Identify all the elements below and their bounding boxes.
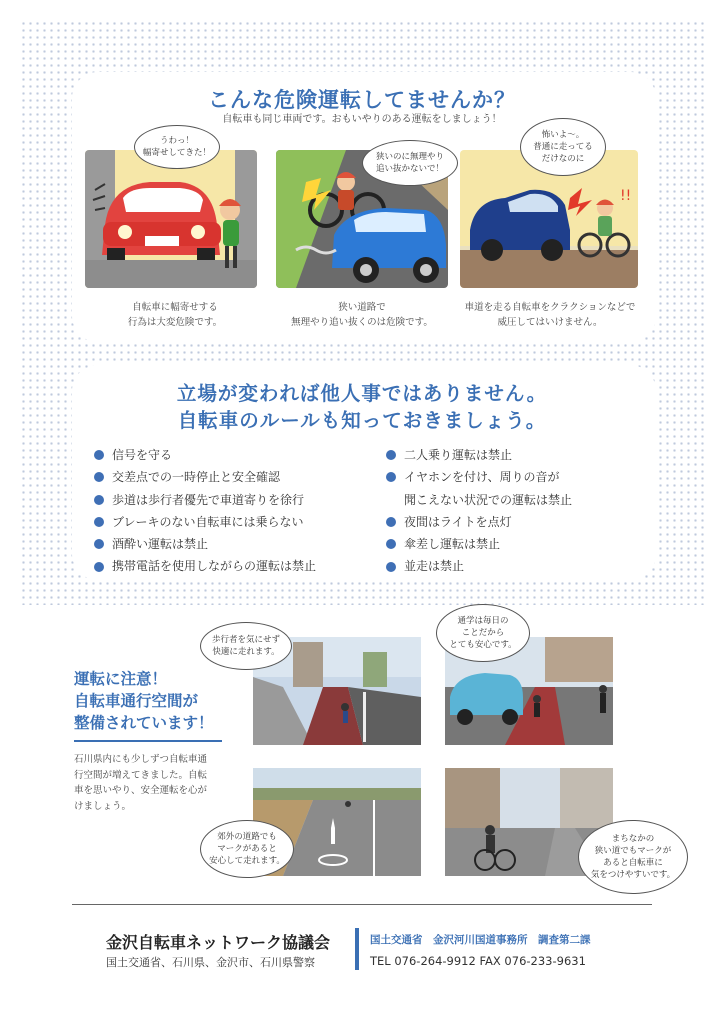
danger-title: こんな危険運転してませんか？ [208,88,516,112]
rules-list-right [386,444,572,578]
rule-item [94,533,316,555]
bike-lane-description: 石川県内にも少しずつ自転車通 行空間が増えてきました。自転 車を思いやり、安全運転を心が けましょう。 [74,754,208,812]
rule-item [386,511,572,533]
photo-bubble-suburban: 郊外の道路でも マークがあると 安心して走れます。 [200,820,294,878]
photo-bubble-downtown: まちなかの 狭い道でもマークが あると自転車に 気をつけやすいです。 [578,820,688,894]
organization-name: 金沢自転車ネットワーク協議会 [106,933,331,952]
rule-text: 歩道は歩行者優先で車道寄りを徐行 [112,492,305,507]
speech-bubble-overtake: 狭いのに無理やり 追い抜かないで！ [362,140,458,186]
contact-office: 国土交通省 金沢河川国道事務所 調査第二課 [370,934,591,946]
rule-text: 傘差し運転は禁止 [404,537,501,552]
bullet-icon [94,472,104,482]
rule-item [94,444,316,466]
rule-item-continuation [386,489,572,511]
rule-text: 信号を守る [112,448,173,462]
rule-item [94,555,316,577]
rule-text: ブレーキのない自転車には乗らない [112,514,304,529]
rule-text: 夜間はライトを点灯 [404,514,512,529]
rule-item [386,444,572,466]
caption-squeeze: 自転車に幅寄せする 行為は大変危険です。 [127,302,223,328]
photo-bubble-school: 通学は毎日の ことだから とても安心です。 [436,604,530,662]
rule-text: 二人乗り運転は禁止 [404,448,513,462]
bullet-icon [94,562,104,572]
rules-title-line1: 立場が変われば他人事ではありません。 [176,382,548,405]
speech-bubble-horn: 怖いよ〜。 普通に走ってる だけなのに [520,118,606,176]
bullet-icon [94,495,104,505]
caption-horn: 車道を走る自転車をクラクションなどで 威圧してはいけません。 [464,302,636,328]
bullet-icon [386,517,396,527]
bullet-icon [94,539,104,549]
rules-title [0,380,724,434]
illustration-squeeze [85,150,257,288]
rules-list-left [94,444,316,578]
contact-phone-fax: TEL 076-264-9912 FAX 076-233-9631 [370,954,586,968]
svg-text:!!: !! [620,188,632,204]
rule-text: 酒酔い運転は禁止 [112,537,209,552]
rule-text: 並走は禁止 [404,559,465,574]
bullet-icon [94,517,104,527]
danger-subtitle: 自転車も同じ車両です。おもいやりのある運転をしましょう！ [222,114,502,125]
photo-bubble-sidewalk: 歩行者を気にせず 快適に走れます。 [200,622,292,670]
rule-text: イヤホンを付け、周りの音が [404,470,560,485]
bike-lane-title: 運転に注意！ 自転車通行空間が 整備されています！ [74,670,214,732]
bullet-icon [386,539,396,549]
speech-bubble-squeeze: うわっ！ 幅寄せしてきた！ [134,125,220,169]
rule-item [94,466,316,488]
bullet-icon [94,450,104,460]
bullet-icon [386,472,396,482]
bullet-icon [386,450,396,460]
footer-separator [355,928,359,970]
title-underline [74,740,222,742]
rule-item [94,511,316,533]
rules-title-line2: 自転車のルールも知っておきましょう。 [177,409,547,432]
rule-item [386,555,572,577]
caption-overtake: 狭い道路で 無理やり追い抜くのは危険です。 [291,302,433,328]
bullet-icon [386,562,396,572]
footer-divider [72,904,652,905]
rule-item [94,489,316,511]
rule-item [386,533,572,555]
rule-text: 携帯電話を使用しながらの運転は禁止 [112,559,317,574]
rule-text: 交差点での一時停止と安全確認 [112,470,281,485]
organization-members: 国土交通省、石川県、金沢市、石川県警察 [106,956,315,969]
rule-text: 聞こえない状況での運転は禁止 [404,492,573,507]
rule-item [386,466,572,488]
